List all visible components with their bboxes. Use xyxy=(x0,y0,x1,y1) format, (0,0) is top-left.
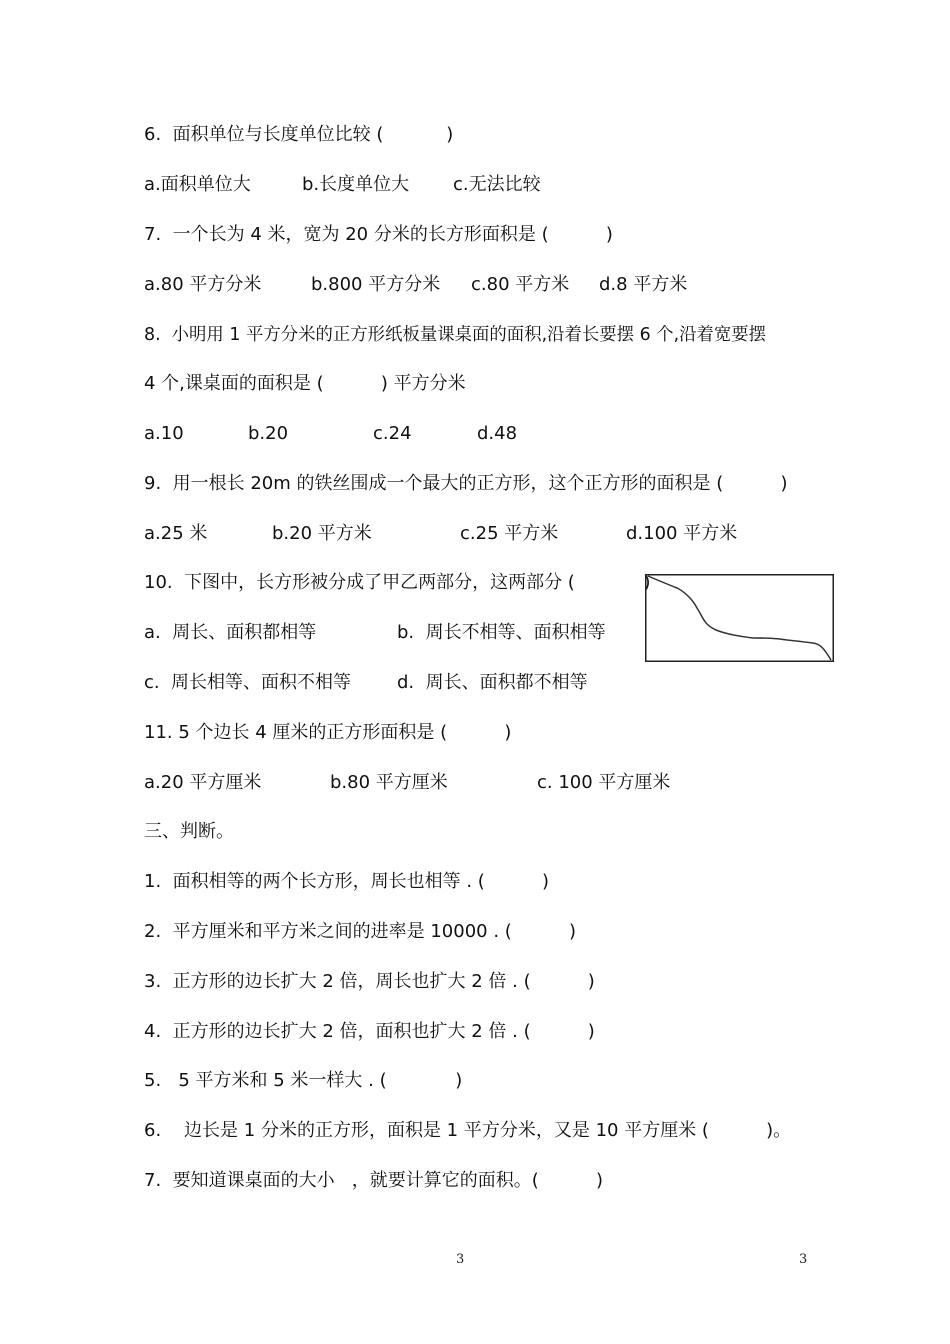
q10-stem: 10. 下图中，长方形被分成了甲乙两部分，这两部分 ( ) xyxy=(144,572,651,593)
q7-option-d: d.8 平方米 xyxy=(599,274,688,295)
judgment-item-1: 1. 面积相等的两个长方形，周长也相等 . ( ) xyxy=(144,871,550,892)
q11-option-a: a.20 平方厘米 xyxy=(144,772,262,793)
q10-option-c: c. 周长相等、面积不相等 xyxy=(144,672,352,693)
judgment-item-3: 3. 正方形的边长扩大 2 倍，周长也扩大 2 倍 . ( ) xyxy=(144,971,595,992)
q10-option-b: b. 周长不相等、面积相等 xyxy=(397,622,606,643)
judgment-item-2: 2. 平方厘米和平方米之间的进率是 10000 . ( ) xyxy=(144,921,577,942)
page-number-left: 3 xyxy=(456,1252,465,1267)
judgment-item-6: 6. 边长是 1 分米的正方形，面积是 1 平方分米，又是 10 平方厘米 ( )。 xyxy=(144,1120,792,1141)
q11-stem: 11. 5 个边长 4 厘米的正方形面积是 ( ) xyxy=(144,722,512,743)
q9-option-a: a.25 米 xyxy=(144,523,208,544)
q8-stem-line2: 4 个,课桌面的面积是 ( ) 平方分米 xyxy=(144,373,466,394)
page-number-right: 3 xyxy=(799,1252,808,1267)
q9-option-d: d.100 平方米 xyxy=(626,523,738,544)
q8-option-d: d.48 xyxy=(477,423,518,444)
q8-option-c: c.24 xyxy=(373,423,412,444)
q8-stem-line1: 8. 小明用 1 平方分米的正方形纸板量课桌面的面积,沿着长要摆 6 个,沿着宽要摆 xyxy=(144,325,767,345)
section3-title: 三、判断。 xyxy=(144,821,234,842)
q6-option-b: b.长度单位大 xyxy=(302,174,410,195)
q7-stem: 7. 一个长为 4 米，宽为 20 分米的长方形面积是 ( ) xyxy=(144,224,613,245)
figure-dividing-curve xyxy=(648,576,831,660)
q11-option-c: c. 100 平方厘米 xyxy=(537,772,671,793)
q9-stem: 9. 用一根长 20m 的铁丝围成一个最大的正方形，这个正方形的面积是 ( ) xyxy=(144,473,788,494)
judgment-item-7: 7. 要知道课桌面的大小 ，就要计算它的面积。( ) xyxy=(144,1170,604,1191)
q7-option-b: b.800 平方分米 xyxy=(311,274,441,295)
q6-option-c: c.无法比较 xyxy=(453,174,541,195)
rectangle-split-figure xyxy=(645,574,834,662)
judgment-item-5: 5. 5 平方米和 5 米一样大 . ( ) xyxy=(144,1070,463,1091)
judgment-item-4: 4. 正方形的边长扩大 2 倍，面积也扩大 2 倍 . ( ) xyxy=(144,1021,595,1042)
q10-option-a: a. 周长、面积都相等 xyxy=(144,622,317,643)
q7-option-a: a.80 平方分米 xyxy=(144,274,262,295)
q9-option-b: b.20 平方米 xyxy=(272,523,372,544)
q7-option-c: c.80 平方米 xyxy=(471,274,570,295)
q9-option-c: c.25 平方米 xyxy=(460,523,559,544)
q8-option-a: a.10 xyxy=(144,423,184,444)
q6-option-a: a.面积单位大 xyxy=(144,174,251,195)
q11-option-b: b.80 平方厘米 xyxy=(330,772,448,793)
figure-rectangle-outline xyxy=(646,575,834,662)
q8-option-b: b.20 xyxy=(248,423,289,444)
q6-stem: 6. 面积单位与长度单位比较 ( ) xyxy=(144,124,454,145)
q10-option-d: d. 周长、面积都不相等 xyxy=(397,672,588,693)
